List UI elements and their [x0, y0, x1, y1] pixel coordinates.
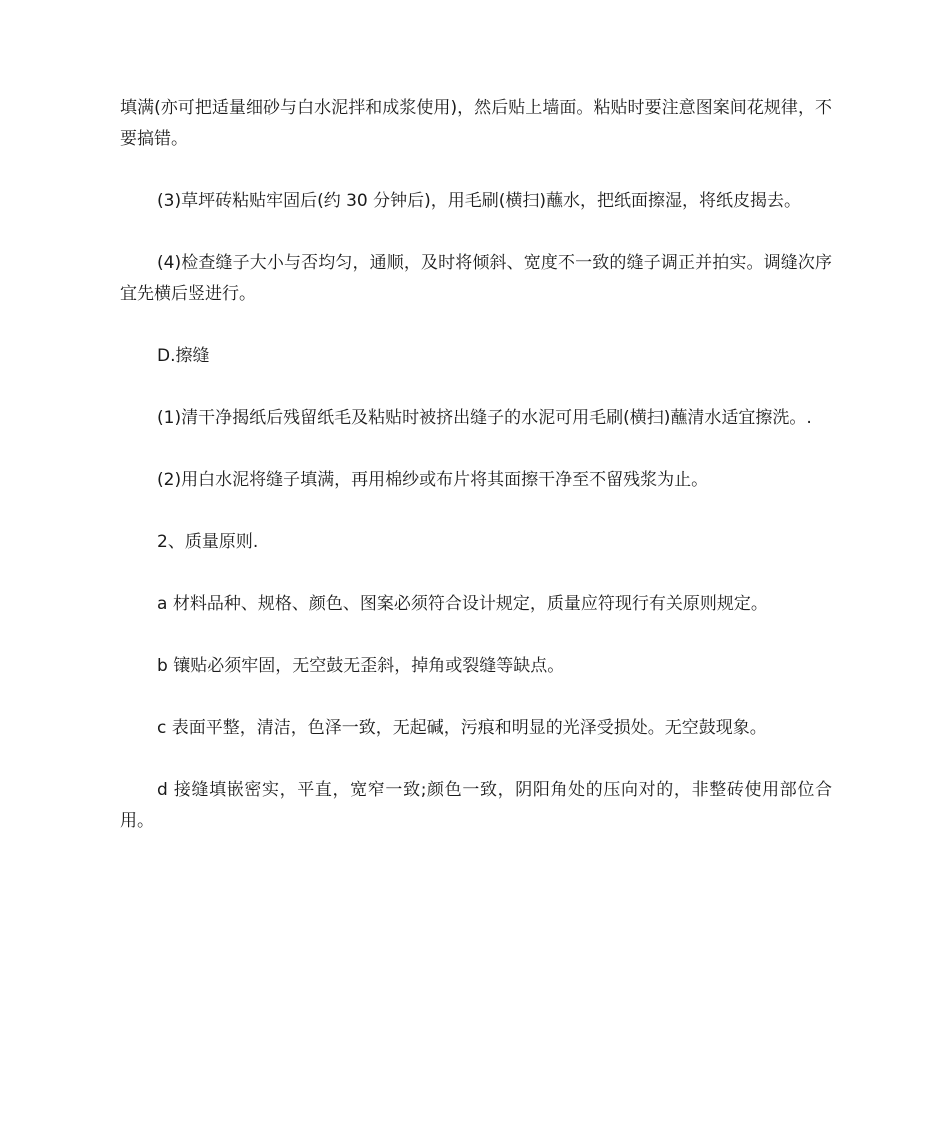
paragraph-d-step-2: (2)用白水泥将缝子填满，再用棉纱或布片将其面擦干净至不留残浆为止。	[157, 470, 709, 490]
quality-item-b: b 镶贴必须牢固，无空鼓无歪斜，掉角或裂缝等缺点。	[157, 656, 565, 676]
quality-item-a: a 材料品种、规格、颜色、图案必须符合设计规定，质量应符现行有关原则规定。	[157, 594, 768, 614]
quality-item-c: c 表面平整，清洁，色泽一致，无起碱，污痕和明显的光泽受损处。无空鼓现象。	[157, 718, 767, 738]
quality-item-d: d 接缝填嵌密实，平直，宽窄一致;颜色一致，阴阳角处的压向对的，非整砖使用部位合用。	[120, 780, 832, 831]
paragraph-continuation: 填满(亦可把适量细砂与白水泥拌和成浆使用)，然后贴上墙面。粘贴时要注意图案间花规律，不要搞错。	[120, 98, 832, 149]
section-heading-quality: 2、质量原则.	[157, 532, 259, 552]
paragraph-step-4: (4)检查缝子大小与否均匀，通顺，及时将倾斜、宽度不一致的缝子调正并拍实。调缝次序宜先横后竖进行。	[120, 253, 832, 304]
document-body	[120, 93, 832, 868]
paragraph-d-step-1: (1)清干净揭纸后残留纸毛及粘贴时被挤出缝子的水泥可用毛刷(横扫)蘸清水适宜擦洗。.	[157, 408, 812, 428]
section-heading-d: D.擦缝	[157, 346, 210, 366]
paragraph-step-3: (3)草坪砖粘贴牢固后(约 30 分钟后)，用毛刷(横扫)蘸水，把纸面擦湿，将纸皮揭去。	[157, 191, 802, 211]
